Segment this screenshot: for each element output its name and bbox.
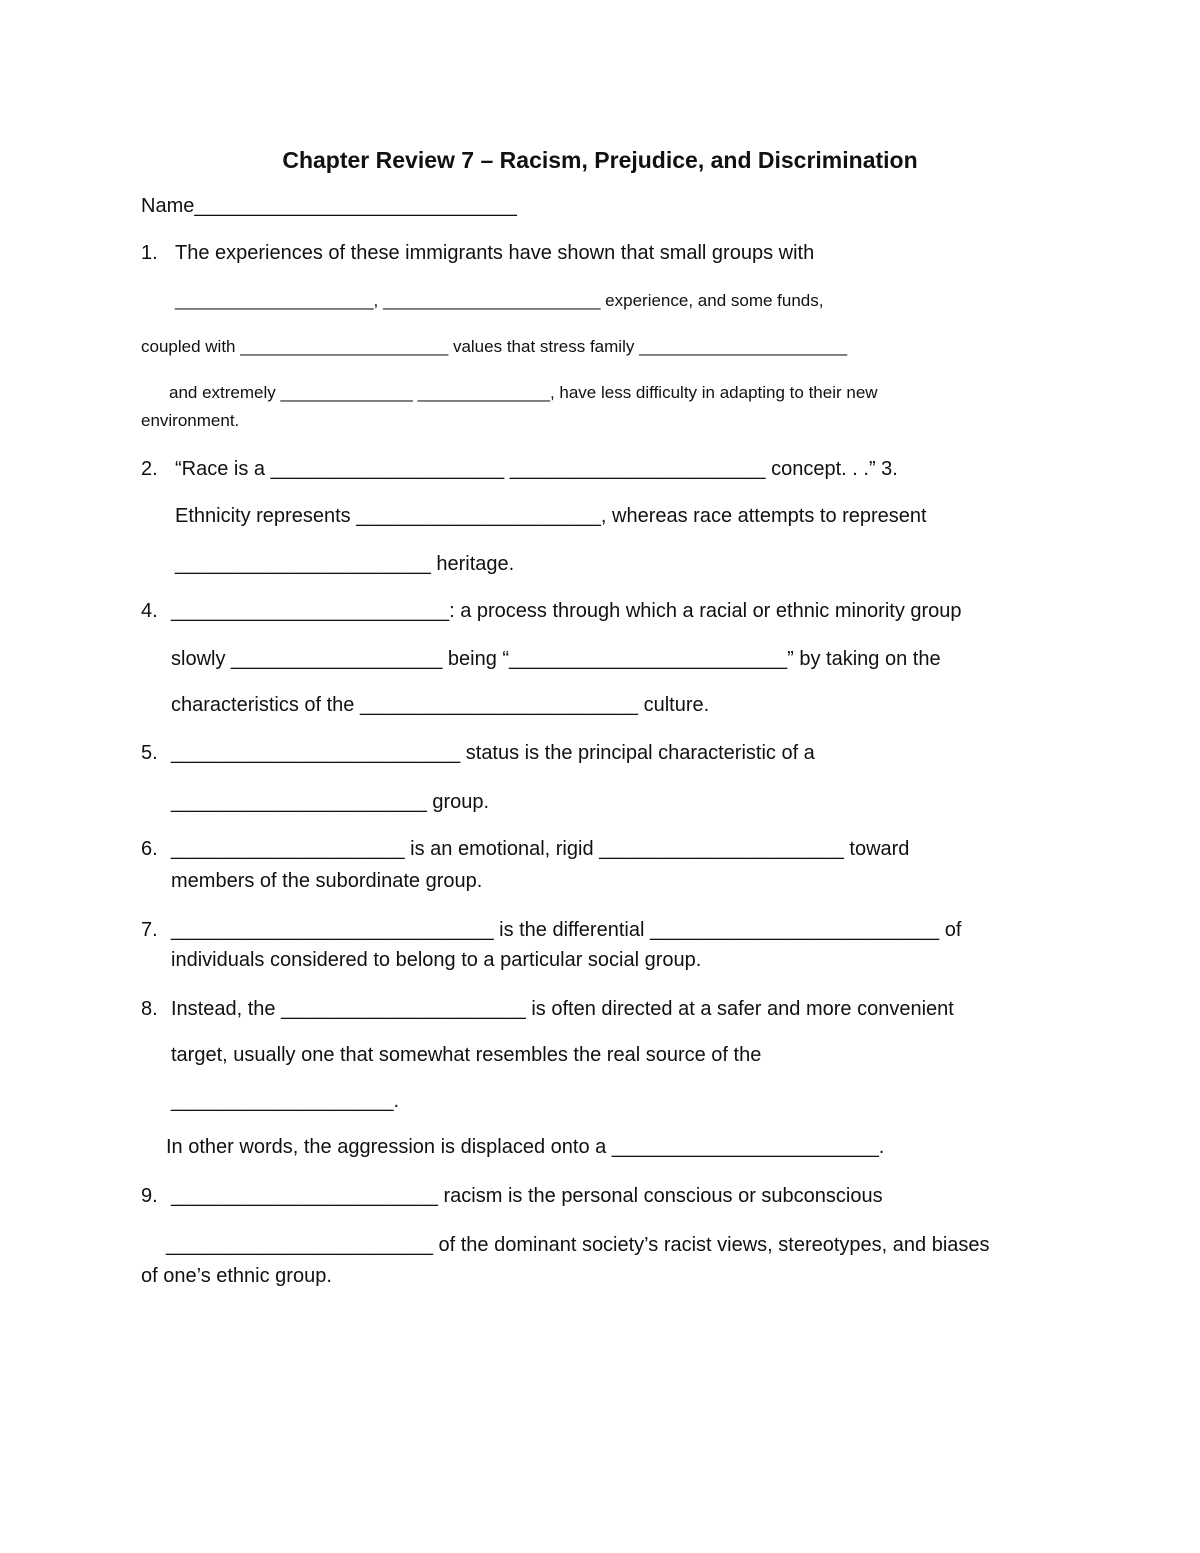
- question-number-6: 6.: [141, 838, 158, 860]
- q6-line-1: _____________________ is an emotional, rigid ______________________ toward: [171, 838, 910, 860]
- q8-line-1: Instead, the ______________________ is often directed at a safer and more convenient: [171, 998, 954, 1020]
- q7-line-1: _____________________________ is the differential __________________________ of: [171, 919, 962, 941]
- q5-line-1: __________________________ status is the principal characteristic of a: [171, 742, 815, 764]
- q5-line-2: _______________________ group.: [171, 791, 490, 813]
- q2-line-2: Ethnicity represents ______________________, whereas race attempts to represent: [175, 505, 927, 527]
- q6-line-2: members of the subordinate group.: [171, 870, 483, 892]
- q1-line-5: environment.: [141, 411, 240, 430]
- question-number-5: 5.: [141, 742, 158, 764]
- q1-line-2: _____________________, _______________________ experience, and some funds,: [175, 291, 824, 310]
- q4-line-1: _________________________: a process through which a racial or ethnic minority group: [171, 600, 962, 622]
- question-number-9: 9.: [141, 1185, 158, 1207]
- question-number-7: 7.: [141, 919, 158, 941]
- q9-line-2: ________________________ of the dominant society’s racist views, stereotypes, and biases: [166, 1234, 990, 1256]
- q7-line-2: individuals considered to belong to a particular social group.: [171, 949, 702, 971]
- q4-line-2: slowly ___________________ being “_________________________” by taking on the: [171, 648, 941, 670]
- q1-line-1: The experiences of these immigrants have shown that small groups with: [175, 242, 815, 264]
- q8-line-2: target, usually one that somewhat resembles the real source of the: [171, 1044, 762, 1066]
- question-number-4: 4.: [141, 600, 158, 622]
- page-title: Chapter Review 7 – Racism, Prejudice, and Discrimination: [282, 147, 918, 173]
- question-number-1: 1.: [141, 242, 158, 264]
- q8-line-3: ____________________.: [171, 1090, 400, 1112]
- question-number-8: 8.: [141, 998, 158, 1020]
- q8-line-4: In other words, the aggression is displaced onto a ________________________.: [166, 1136, 885, 1158]
- q2-line-1: “Race is a _____________________ _______________________ concept. . .” 3.: [175, 458, 898, 480]
- q4-line-3: characteristics of the _________________________ culture.: [171, 694, 710, 716]
- q1-line-3: coupled with ______________________ values that stress family ______________________: [141, 337, 848, 356]
- name-field-line: Name_____________________________: [141, 195, 517, 217]
- q9-line-3: of one’s ethnic group.: [141, 1265, 332, 1287]
- q9-line-1: ________________________ racism is the personal conscious or subconscious: [171, 1185, 883, 1207]
- question-number-2: 2.: [141, 458, 158, 480]
- q1-line-4: and extremely ______________ ______________, have less difficulty in adapting to their new: [169, 383, 878, 402]
- q2-line-3: _______________________ heritage.: [175, 553, 515, 575]
